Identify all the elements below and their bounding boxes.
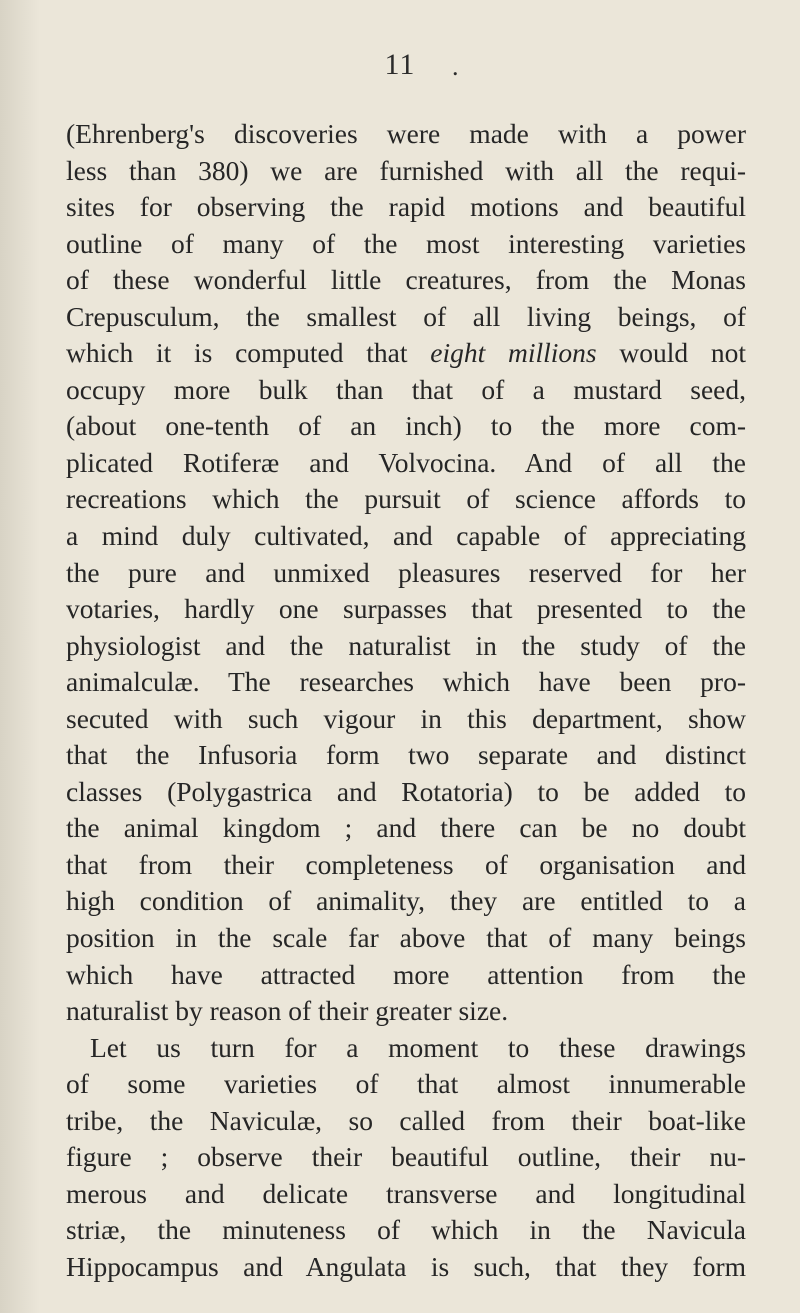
text-line: Crepusculum, the smallest of all living beings, of (66, 300, 746, 332)
text-line: outline of many of the most interesting varieties (66, 227, 746, 259)
text-line: that the Infusoria form two separate and distinct (66, 739, 746, 771)
text-line: Let us turn for a moment to these drawings (90, 1031, 746, 1063)
text-segment: which it is computed that (66, 337, 431, 369)
text-line: classes (Polygastrica and Rotatoria) to be added to (66, 775, 746, 807)
text-line: votaries, hardly one surpasses that presented to the (66, 593, 746, 625)
text-line: the pure and unmixed pleasures reserved for her (66, 556, 746, 588)
text-line: a mind duly cultivated, and capable of appreciating (66, 520, 746, 552)
text-line: merous and delicate transverse and longitudinal (66, 1177, 746, 1209)
text-line: high condition of animality, they are entitled to a (66, 885, 746, 917)
text-line: of some varieties of that almost innumerable (66, 1068, 746, 1100)
text-line (66, 335, 746, 372)
text-line: tribe, the Naviculæ, so called from their boat-like (66, 1104, 746, 1136)
text-line: striæ, the minuteness of which in the Navicula (66, 1214, 746, 1246)
text-line: position in the scale far above that of many beings (66, 922, 746, 954)
text-line: secuted with such vigour in this department, show (66, 702, 746, 734)
text-line: physiologist and the naturalist in the study of the (66, 629, 746, 661)
text-line: the animal kingdom ; and there can be no doubt (66, 812, 746, 844)
page-mark: . (452, 52, 459, 81)
page-edge-shading (0, 0, 40, 1313)
text-line: less than 380) we are furnished with all the requi- (66, 154, 746, 186)
text-segment: would not (596, 337, 746, 369)
page-number: 11 (384, 48, 416, 81)
text-line: of these wonderful little creatures, from the Monas (66, 264, 746, 296)
text-line: animalculæ. The researches which have been pro- (66, 666, 746, 698)
text-line: (about one-tenth of an inch) to the more com- (66, 410, 746, 442)
text-line: that from their completeness of organisation and (66, 848, 746, 880)
text-line: Hippocampus and Angulata is such, that they form (66, 1250, 746, 1282)
text-line: occupy more bulk than that of a mustard seed, (66, 373, 746, 405)
text-line: naturalist by reason of their greater size. (66, 995, 509, 1027)
text-line: sites for observing the rapid motions and beautiful (66, 191, 746, 223)
text-line: (Ehrenberg's discoveries were made with a power (66, 118, 746, 149)
text-line: recreations which the pursuit of science affords to (66, 483, 746, 515)
text-line: plicated Rotiferæ and Volvocina. And of all the (66, 446, 746, 478)
italic-phrase: eight millions (430, 337, 597, 369)
body-text (66, 116, 746, 1286)
text-line: which have attracted more attention from the (66, 958, 746, 990)
text-line: figure ; observe their beautiful outline, their nu- (66, 1141, 746, 1173)
